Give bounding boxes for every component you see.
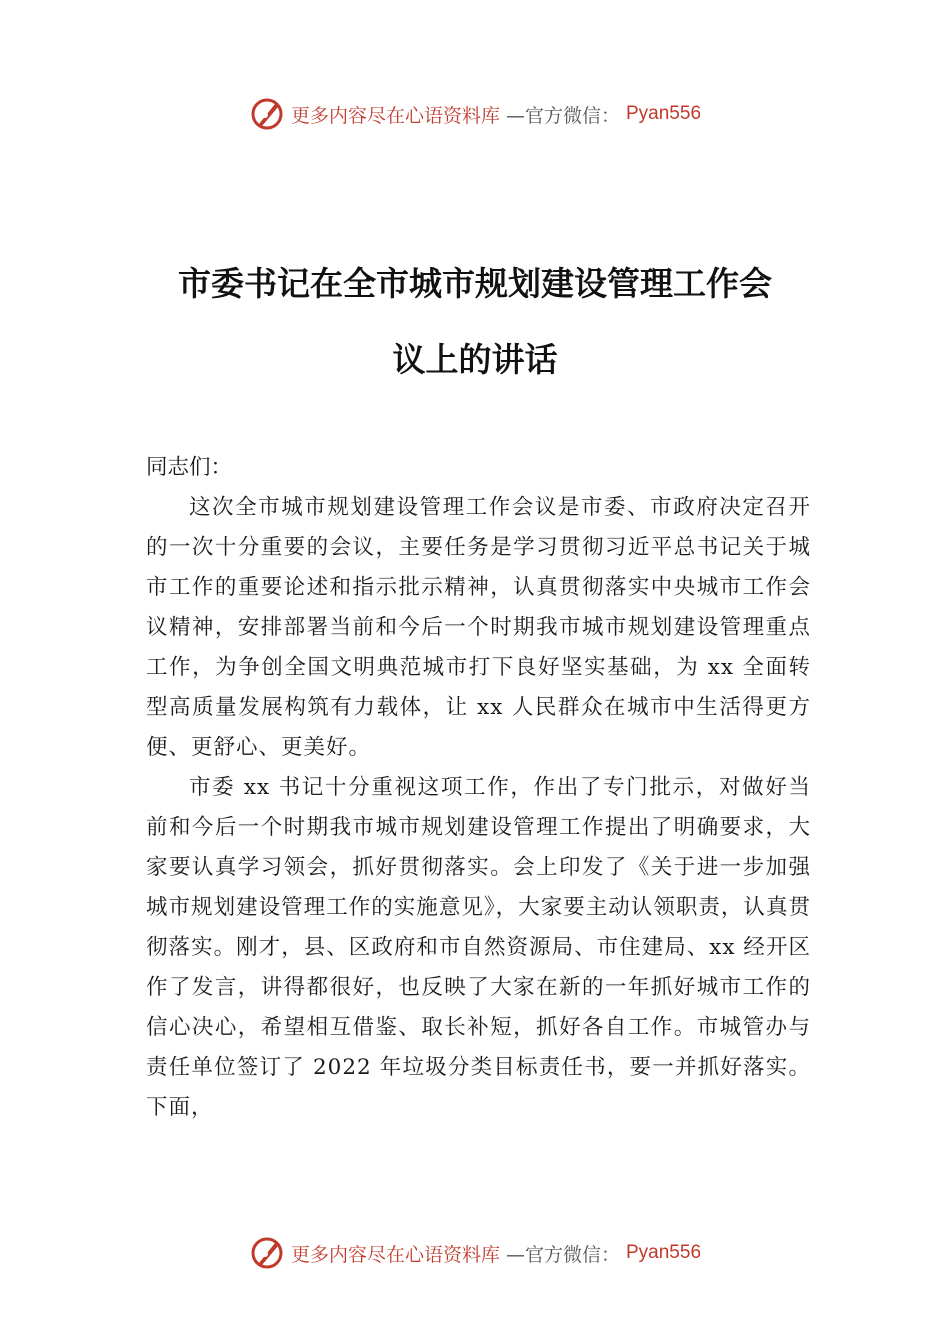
document-title-line-1: 市委书记在全市城市规划建设管理工作会	[178, 264, 772, 303]
watermark-red-text: 更多内容尽在心语资料库	[290, 104, 500, 127]
watermark-gray-text: —官方微信：	[505, 104, 620, 127]
salutation: 同志们：	[146, 455, 233, 480]
document-body	[146, 448, 811, 1128]
document-title-line-2: 议上的讲话	[392, 340, 558, 379]
paragraph-2: 市委 xx 书记十分重视这项工作，作出了专门批示，对做好当前和今后一个时期我市城市规划建设管理工作提出了明确要求，大家要认真学习领会，抓好贯彻落实。会上印发了《关于进一步加强城市规划建设管理工作的实施意见》，大家要主动认领职责，认真贯彻落实。刚才，县、区政府和市自然资源局、市住建局、xx 经开区作了发言，讲得都很好，也反映了大家在新的一年抓好城市工作的信心决心，希望相互借鉴、取长补短，抓好各自工作。市城管办与责任单位签订了 2022 年垃圾分类目标责任书，要一并抓好落实。下面，	[146, 775, 811, 1120]
paragraph-1: 这次全市城市规划建设管理工作会议是市委、市政府决定召开的一次十分重要的会议，主要任务是学习贯彻习近平总书记关于城市工作的重要论述和指示批示精神，认真贯彻落实中央城市工作会议精神，安排部署当前和今后一个时期我市城市规划建设管理重点工作，为争创全国文明典范城市打下良好坚实基础，为 xx 全面转型高质量发展构筑有力载体，让 xx 人民群众在城市中生活得更方便、更舒心、更美好。	[146, 495, 811, 760]
pen-circle-logo-icon	[249, 96, 285, 132]
footer-watermark	[0, 1233, 950, 1273]
pen-circle-logo-icon	[249, 1235, 285, 1271]
header-watermark	[0, 94, 950, 134]
watermark-gray-text: —官方微信：	[505, 1243, 620, 1266]
watermark-wechat-id: Pyan556	[626, 1242, 702, 1263]
watermark-red-text: 更多内容尽在心语资料库	[290, 1243, 500, 1266]
watermark-wechat-id: Pyan556	[626, 103, 702, 124]
